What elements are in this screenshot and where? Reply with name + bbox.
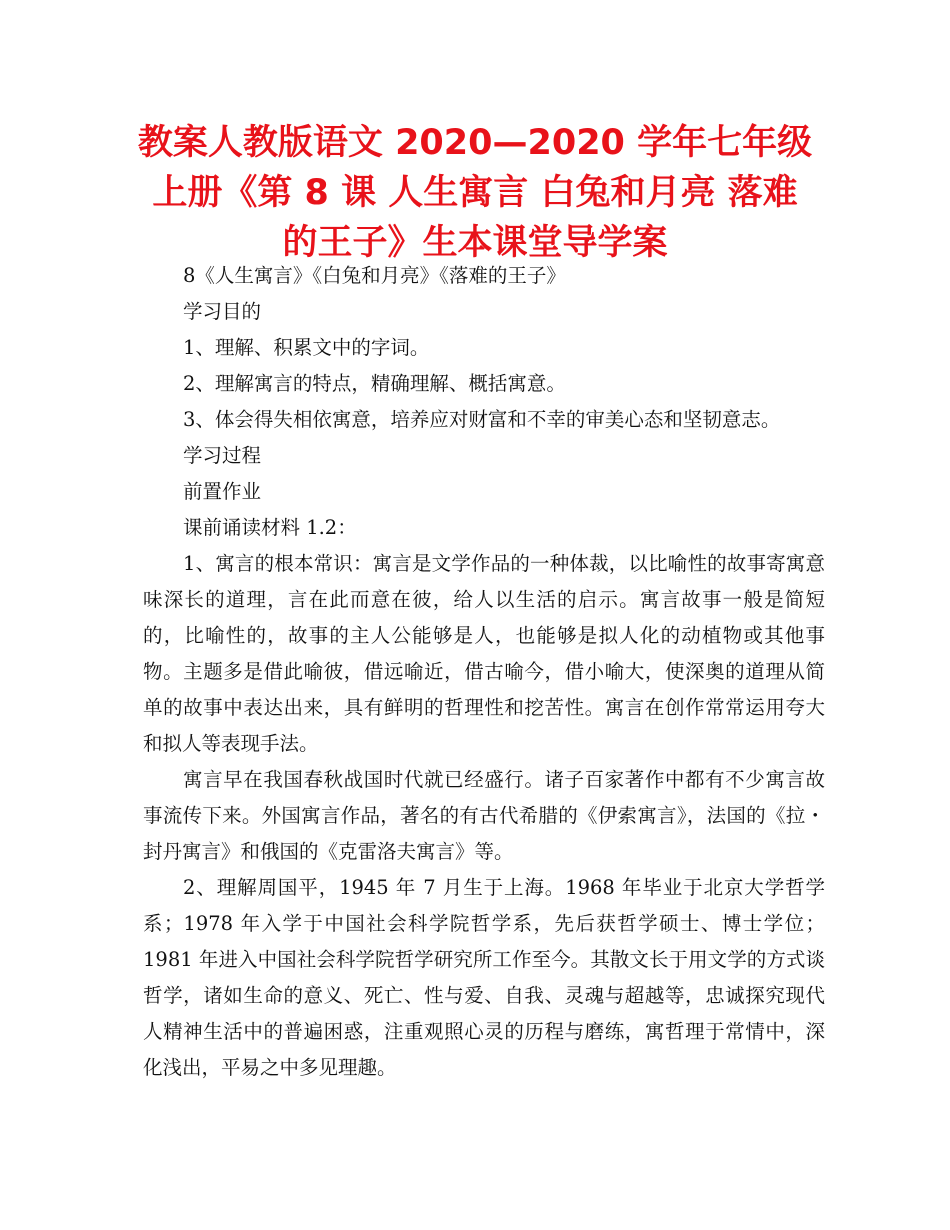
section-heading-process: 学习过程	[183, 444, 262, 467]
document-title	[120, 118, 830, 268]
section-heading-prework: 前置作业	[183, 480, 262, 503]
body-paragraph: 2、理解周国平，1945 年 7 月生于上海。1968 年毕业于北京大学哲学系；1978 年入学于中国社会科学院哲学系，先后获哲学硕士、博士学位；1981 年进入中国社会科学院哲学研究所工作至今。其散文长于用文学的方式谈哲学，诸如生命的意义、死亡、性与爱、自我、灵魂与超越等，忠诚探究现代人精神生活中的普遍困惑，注重观照心灵的历程与磨练，寓哲理于常情中，深化浅出，平易之中多见理趣。	[143, 876, 825, 1079]
objective-item: 2、理解寓言的特点，精确理解、概括寓意。	[183, 372, 566, 395]
reading-material-label: 课前诵读材料 1.2：	[183, 516, 357, 539]
section-heading-objectives: 学习目的	[183, 300, 262, 323]
lesson-subtitle: 8《人生寓言》《白兔和月亮》《落难的王子》	[183, 264, 566, 287]
body-paragraph: 寓言早在我国春秋战国时代就已经盛行。诸子百家著作中都有不少寓言故事流传下来。外国寓言作品，著名的有古代希腊的《伊索寓言》，法国的《拉・封丹寓言》和俄国的《克雷洛夫寓言》等。	[143, 768, 825, 863]
objective-item: 1、理解、积累文中的字词。	[183, 336, 430, 359]
objective-item: 3、体会得失相依寓意，培养应对财富和不幸的审美心态和坚韧意志。	[183, 408, 781, 431]
title-line: 上册《第 8 课 人生寓言 白兔和月亮 落难	[152, 173, 798, 213]
document-body	[143, 258, 825, 1086]
title-line: 的王子》生本课堂导学案	[282, 223, 668, 263]
title-line: 教案人教版语文 2020—2020 学年七年级	[137, 123, 813, 163]
body-paragraph: 1、寓言的根本常识：寓言是文学作品的一种体裁，以比喻性的故事寄寓意味深长的道理，言在此而意在彼，给人以生活的启示。寓言故事一般是简短的，比喻性的，故事的主人公能够是人，也能够是拟人化的动植物或其他事物。主题多是借此喻彼，借远喻近，借古喻今，借小喻大，使深奥的道理从简单的故事中表达出来，具有鲜明的哲理性和挖苦性。寓言在创作常常运用夸大和拟人等表现手法。	[143, 552, 825, 755]
